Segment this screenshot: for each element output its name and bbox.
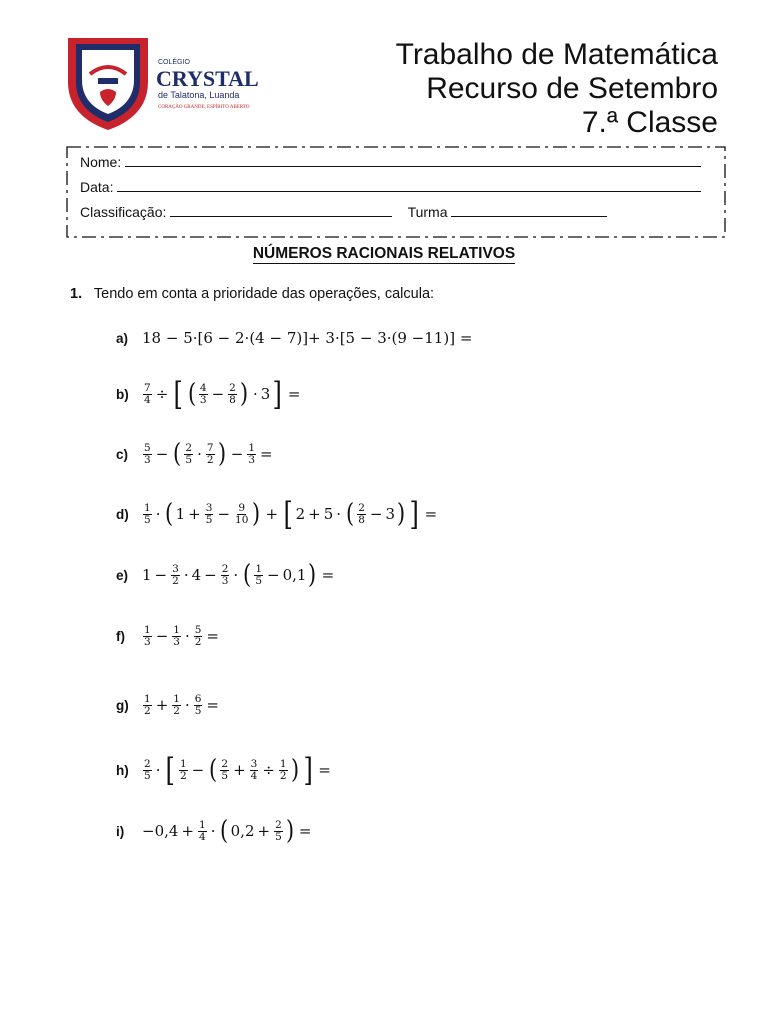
name-label: Nome: [80, 154, 122, 170]
question-1 [70, 286, 434, 302]
exercise-label: a) [116, 330, 129, 346]
exercise-a [116, 318, 472, 358]
school-logo [64, 30, 274, 132]
exercise-g [116, 685, 222, 725]
question-number: 1. [70, 286, 83, 302]
expression-h: $\frac{2}{5}$ · [ $\frac{1}{2}$ − ( $\frac{2}{5}$ + $\frac{3}{4}$ ÷ $\frac{1}{2}$ ) ] = [144, 751, 331, 789]
exercise-e [116, 555, 337, 595]
exercise-label: b) [116, 386, 129, 402]
school-motto: CORAÇÃO GRANDE, ESPÍRITO ABERTO [158, 105, 250, 110]
school-name: CRYSTAL [156, 66, 259, 91]
expression-d: $\frac{1}{5}$ · ( 1 + $\frac{3}{5}$ − $\frac{9}{10}$ ) + [ 2 + 5 · ( $\frac{2}{8}$ − 3 ) ] = [144, 495, 438, 533]
document-title [396, 38, 718, 140]
exercise-d [116, 494, 440, 534]
expression-i: −0,4 + $\frac{1}{4}$ · ( 0,2 + $\frac{2}{5}$ ) = [142, 816, 312, 846]
name-blank[interactable] [125, 154, 701, 167]
exercise-c [116, 434, 276, 474]
class-label: Turma [407, 204, 448, 220]
expression-g: $\frac{1}{2}$ + $\frac{1}{2}$ · $\frac{6}{5}$ = [144, 692, 219, 717]
date-label: Data: [80, 179, 114, 195]
grade-field[interactable] [80, 204, 607, 220]
exercise-label: i) [116, 823, 125, 839]
date-blank[interactable] [117, 179, 701, 192]
title-line-1: Trabalho de Matemática [395, 38, 718, 71]
title-line-2: Recurso de Setembro [426, 72, 718, 105]
exercise-b [116, 374, 303, 414]
name-field[interactable] [80, 154, 701, 170]
date-field[interactable] [80, 179, 701, 195]
exercise-label: d) [116, 506, 129, 522]
expression-b: $\frac{7}{4}$ ÷ [ ( $\frac{4}{3}$ − $\frac{2}{8}$ ) · 3 ] = [144, 375, 301, 413]
expression-c: $\frac{5}{3}$ − ( $\frac{2}{5}$ · $\frac{7}{2}$ ) − $\frac{1}{3}$ = [144, 439, 273, 469]
grade-label: Classificação: [80, 204, 167, 220]
section-title: NÚMEROS RACIONAIS RELATIVOS [252, 245, 516, 262]
expression-e: 1 − $\frac{3}{2}$ · 4 − $\frac{2}{3}$ · ( $\frac{1}{5}$ − 0,1 ) = [142, 560, 335, 590]
exercise-label: h) [116, 762, 129, 778]
exercise-label: g) [116, 697, 129, 713]
expression-a: 18 − 5·[6 − 2·(4 − 7)]+ 3·[5 − 3·(9 −11)] = [142, 329, 473, 347]
grade-blank[interactable] [170, 204, 392, 217]
school-location: de Talatona, Luanda [158, 90, 240, 100]
exercise-h [116, 750, 334, 790]
exercise-f [116, 616, 222, 656]
exercise-label: e) [116, 567, 129, 583]
exercise-label: c) [116, 446, 129, 462]
class-blank[interactable] [451, 204, 607, 217]
exercise-label: f) [116, 628, 125, 644]
student-info-box [66, 146, 726, 238]
exercise-i [116, 811, 315, 851]
college-label: COLÉGIO [158, 59, 190, 66]
question-text: Tendo em conta a prioridade das operações, calcula: [93, 286, 435, 302]
expression-f: $\frac{1}{3}$ − $\frac{1}{3}$ · $\frac{5}{2}$ = [144, 623, 219, 648]
title-line-3: 7.ª Classe [581, 106, 718, 139]
